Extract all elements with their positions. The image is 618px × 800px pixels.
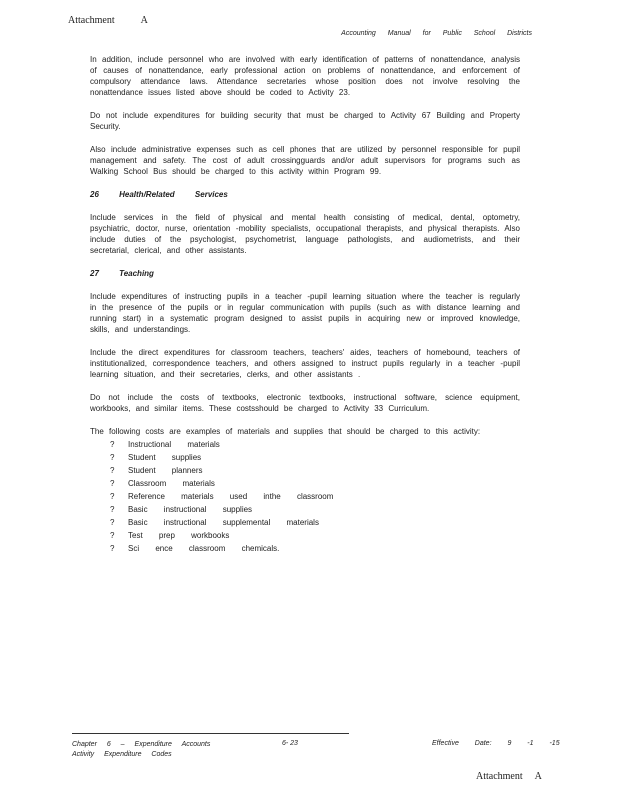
attachment-letter: A [534, 771, 542, 782]
heading-teaching: 27 Teaching [90, 269, 154, 278]
effective-date: Effective Date: 9 -1 -15 [432, 740, 560, 747]
bullet-glyph: ? [110, 479, 115, 488]
list-item [110, 504, 520, 517]
list-item-text: Student supplies [128, 453, 202, 462]
paragraph-teaching-expenditures: Include expenditures of instructing pupils in a teacher -pupil learning situation where the teacher is regularly in the presence of the pupils or in regular communication with pupils (such as with distance learning and running start) in a systematic program designed to assist pupils in acquiring new or improved knowledge, skills, and understandings. [90, 292, 520, 334]
attachment-word: Attachment [476, 771, 523, 782]
list-item-text: Basic instructional supplies [128, 505, 253, 514]
list-item [110, 478, 520, 491]
list-item-text: Student planners [128, 466, 203, 475]
footer-chapter-line: Chapter 6 – Expenditure Accounts [72, 741, 211, 748]
paragraph-textbooks-exclusion: Do not include the costs of textbooks, electronic textbooks, instructional software, science equipment, workbooks, and similar items. These costsshould be charged to Activity 33 Curriculum. [90, 393, 520, 413]
list-item-text: Classroom materials [128, 479, 215, 488]
heading-health-related-services: 26 Health/Related Services [90, 190, 228, 199]
list-item [110, 543, 520, 556]
bullet-glyph: ? [110, 440, 115, 449]
bullet-glyph: ? [110, 453, 115, 462]
list-item [110, 491, 520, 504]
list-item [110, 439, 520, 452]
document-body [90, 54, 520, 556]
paragraph-administrative-expenses: Also include administrative expenses such as cell phones that are utilized by personnel responsible for pupil management and safety. The cost of adult crossingguards and/or adult supervisors for programs such as Walking School Bus should be charged to this activity within Program 99. [90, 145, 520, 176]
bullet-glyph: ? [110, 492, 115, 501]
list-item [110, 517, 520, 530]
paragraph-attendance-personnel: In addition, include personnel who are involved with early identification of patterns of nonattendance, analysis of causes of nonattendance, early professional action on problems of nonattendance, and enforcement of compulsory attendance laws. Attendance secretaries whose position does not involve resolving the nonattendance issues listed above should be coded to Activity 23. [90, 55, 520, 97]
list-item [110, 452, 520, 465]
footer-divider [72, 733, 349, 734]
materials-list [90, 439, 520, 556]
running-head: Accounting Manual for Public School Districts [341, 30, 532, 37]
list-item [110, 465, 520, 478]
bullet-glyph: ? [110, 518, 115, 527]
paragraph-materials-intro: The following costs are examples of materials and supplies that should be charged to this activity: [90, 427, 481, 436]
attachment-label-bottom [476, 771, 542, 782]
footer-section-line: Activity Expenditure Codes [72, 751, 172, 758]
attachment-word: Attachment [68, 15, 115, 26]
attachment-label-top [68, 15, 148, 26]
list-item-text: Basic instructional supplemental materials [128, 518, 319, 527]
list-item [110, 530, 520, 543]
page-number: 6- 23 [282, 740, 298, 747]
bullet-glyph: ? [110, 544, 115, 553]
footer-chapter-info [72, 740, 210, 760]
list-item-text: Sci ence classroom chemicals. [128, 544, 280, 553]
list-item-text: Instructional materials [128, 440, 220, 449]
paragraph-building-security: Do not include expenditures for building security that must be charged to Activity 67 Building and Property Security. [90, 111, 520, 131]
bullet-glyph: ? [110, 505, 115, 514]
paragraph-health-services: Include services in the field of physical and mental health consisting of medical, dental, optometry, psychiatric, doctor, nurse, orientation -mobility specialists, occupational therapists, and physical therapists. Also include duties of the psychologist, psychometrist, language pathologists, and audiometrists, and their secretarial, clerical, and other assistants. [90, 213, 520, 255]
list-item-text: Test prep workbooks [128, 531, 230, 540]
list-item-text: Reference materials used inthe classroom [128, 492, 334, 501]
paragraph-direct-expenditures: Include the direct expenditures for classroom teachers, teachers' aides, teachers of homebound, teachers of institutionalized, correspondence teachers, and others assigned to instruct pupils regularly in a teacher -pupil learning situation, and their secretaries, clerks, and other assistants . [90, 348, 520, 379]
attachment-letter: A [140, 15, 148, 26]
bullet-glyph: ? [110, 466, 115, 475]
bullet-glyph: ? [110, 531, 115, 540]
